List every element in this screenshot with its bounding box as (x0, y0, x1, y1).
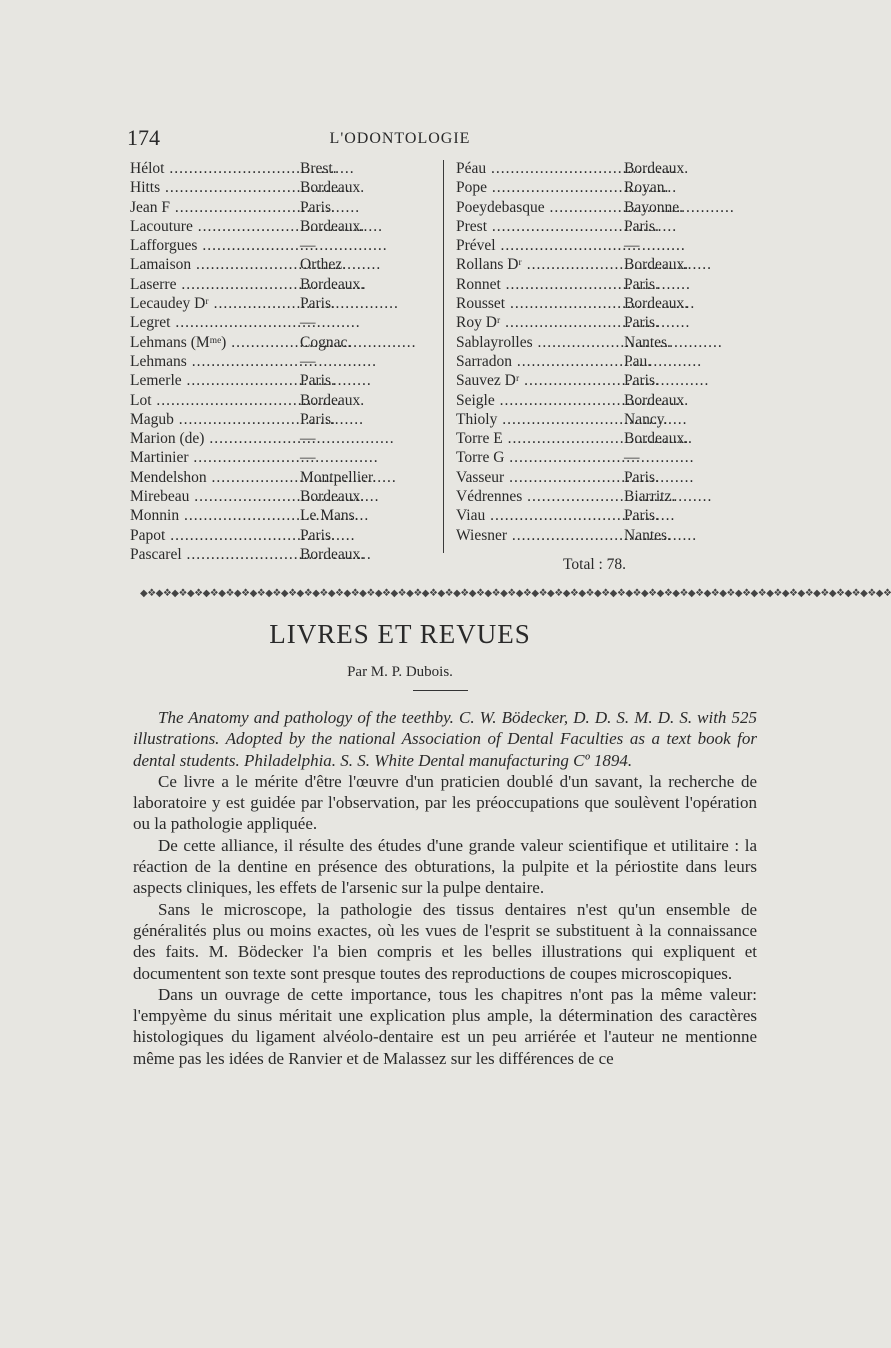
list-item (130, 410, 376, 429)
member-city: — (624, 449, 640, 467)
member-city: Bordeaux. (300, 488, 365, 506)
member-city: Nantes. (624, 333, 671, 351)
member-city: Paris. (300, 526, 335, 544)
list-item (130, 352, 376, 371)
list-item (456, 487, 688, 506)
member-name: Monnin ..... (130, 506, 300, 525)
list-item (456, 371, 688, 390)
title-rule (413, 690, 468, 691)
list-item (456, 255, 688, 274)
member-name: Papot ..... (130, 526, 300, 545)
paragraph: Dans un ouvrage de cette importance, tous les chapitres n'ont pas la même valeur: l'empyème du sinus méritait une explication plus ample, la détermination des caractères histologiques du ligament alvéolo-dentaire est un peu arriérée et l'auteur ne mentionne même pas les idées de Ranvier et de Malassez sur les différences de ce (133, 984, 757, 1068)
member-name: Mirebeau ..... (130, 487, 300, 506)
member-name: Poeydebasque ..... (456, 198, 624, 217)
paragraph: De cette alliance, il résulte des études d'une grande valeur scientifique et utilitaire : la réaction de la dentine en présence des obturations, la pulpite et la périostite dans leurs aspects cliniques, les effets de l'arsenic sur la pulpe dentaire. (133, 835, 757, 898)
member-city: — (300, 352, 316, 370)
list-item (130, 217, 376, 236)
list-item (456, 275, 688, 294)
member-city: Paris. (300, 410, 335, 428)
member-city: Nantes. (624, 526, 671, 544)
member-city: Paris. (624, 217, 659, 235)
member-name: Lot ..... (130, 391, 300, 410)
member-city: Paris. (300, 198, 335, 216)
list-item (456, 410, 688, 429)
book-reference: The Anatomy and pathology of the teethby. C. W. Bödecker, D. D. S. M. D. S. with 525 illustrations. Adopted by the national Association of Dental Faculties as a text book for dental students. Philadelphia. S. S. White Dental manufacturing Cº 1894. (133, 708, 757, 770)
list-item (130, 198, 376, 217)
member-name: Sarradon ..... (456, 352, 624, 371)
list-item (456, 313, 688, 332)
member-city: — (300, 314, 316, 332)
member-city: Bordeaux. (300, 391, 365, 409)
member-name: Laserre ..... (130, 275, 300, 294)
member-name: Legret ..... (130, 313, 300, 332)
list-item (456, 159, 688, 178)
list-item (130, 313, 376, 332)
member-city: Bordeaux. (624, 391, 689, 409)
member-name: Pope ..... (456, 178, 624, 197)
member-name: Marion (de) ..... (130, 429, 300, 448)
list-item (130, 468, 376, 487)
member-city: Bordeaux. (624, 295, 689, 313)
member-city: Paris. (624, 275, 659, 293)
member-name: Torre G ..... (456, 448, 624, 467)
byline: Par M. P. Dubois. (347, 664, 453, 680)
list-item (130, 545, 376, 564)
member-city: Bayonne. (624, 198, 683, 216)
member-name: Lehmans ..... (130, 352, 300, 371)
member-name: Martinier ..... (130, 448, 300, 467)
member-city: Bordeaux. (300, 275, 365, 293)
page-number: 174 (127, 125, 160, 150)
member-city: Royan. (624, 179, 669, 197)
member-city: Bordeaux. (300, 179, 365, 197)
member-city: Bordeaux. (624, 430, 689, 448)
members-list-right (456, 159, 688, 545)
member-city: Paris. (300, 295, 335, 313)
member-name: Hitts ..... (130, 178, 300, 197)
member-name: Lemerle ..... (130, 371, 300, 390)
member-city: Paris. (624, 507, 659, 525)
list-item (130, 391, 376, 410)
member-city: Bordeaux. (624, 160, 689, 177)
member-name: Magub ..... (130, 410, 300, 429)
member-name: Hélot ..... (130, 159, 300, 178)
member-city: Paris. (624, 468, 659, 486)
member-city: Orthez. (300, 256, 347, 274)
member-name: Lamaison ..... (130, 255, 300, 274)
members-list-left (130, 159, 376, 564)
list-item (456, 178, 688, 197)
member-name: Lafforgues ..... (130, 236, 300, 255)
member-name: Wiesner ..... (456, 526, 624, 545)
member-name: Viau ..... (456, 506, 624, 525)
member-name: Védrennes ..... (456, 487, 624, 506)
list-item (130, 429, 376, 448)
member-city: Bordeaux. (300, 217, 365, 235)
member-name: Roy Dʳ ..... (456, 313, 624, 332)
member-city: Pau. (624, 352, 652, 370)
list-item (456, 448, 688, 467)
list-item (130, 371, 376, 390)
member-name: Péau ..... (456, 159, 624, 178)
list-item (130, 506, 376, 525)
list-item (130, 275, 376, 294)
list-item (456, 294, 688, 313)
list-item (130, 255, 376, 274)
list-item (456, 236, 688, 255)
ornamental-rule: ◆❖◆❖◆❖◆❖◆❖◆❖◆❖◆❖◆❖◆❖◆❖◆❖◆❖◆❖◆❖◆❖◆❖◆❖◆❖◆❖◆❖◆❖◆❖◆❖◆❖◆❖◆❖◆❖◆❖◆❖◆❖◆❖◆❖◆❖◆❖◆❖◆❖◆❖◆❖◆❖◆❖◆❖◆❖◆❖◆❖◆❖◆❖◆❖ (140, 588, 891, 599)
total-count: Total : 78. (563, 556, 627, 573)
list-item (456, 526, 688, 545)
list-item (456, 333, 688, 352)
list-item (456, 429, 688, 448)
list-item (130, 487, 376, 506)
member-name: Lacouture ..... (130, 217, 300, 236)
paragraph: Sans le microscope, la pathologie des tissus dentaires n'est qu'un ensemble de généralités plus ou moins exactes, où les vues de l'esprit se substituent à la connaissance des faits. M. Bödecker l'a bien compris et les belles illustrations qui expliquent et documentent son texte sont presque toutes des reproductions de coupes microscopiques. (133, 899, 757, 983)
list-item (130, 526, 376, 545)
running-head: L'ODONTOLOGIE (329, 130, 471, 147)
list-item (456, 468, 688, 487)
member-name: Vasseur ..... (456, 468, 624, 487)
member-city: Cognac. (300, 333, 352, 351)
member-name: Thioly ..... (456, 410, 624, 429)
column-divider (443, 160, 444, 553)
member-city: — (300, 237, 316, 255)
member-name: Rollans Dʳ ..... (456, 255, 624, 274)
member-city: Bordeaux. (300, 545, 365, 563)
section-title: LIVRES ET REVUES (269, 619, 531, 649)
member-city: Le Mans. (300, 507, 359, 525)
list-item (456, 198, 688, 217)
list-item (456, 352, 688, 371)
member-city: Paris. (624, 372, 659, 390)
member-name: Rousset ..... (456, 294, 624, 313)
member-name: Prével ..... (456, 236, 624, 255)
list-item (456, 391, 688, 410)
member-name: Sauvez Dʳ ..... (456, 371, 624, 390)
list-item (130, 448, 376, 467)
member-city: Bordeaux. (624, 256, 689, 274)
member-city: Paris. (624, 314, 659, 332)
member-city: — (300, 430, 316, 448)
member-name: Seigle ..... (456, 391, 624, 410)
member-city: Nancy. (624, 410, 668, 428)
member-name: Sablayrolles ..... (456, 333, 624, 352)
member-name: Jean F ..... (130, 198, 300, 217)
list-item (456, 506, 688, 525)
list-item (130, 159, 376, 178)
member-city: Brest. (300, 160, 337, 177)
member-city: Paris. (300, 372, 335, 390)
member-name: Pascarel ..... (130, 545, 300, 564)
member-city: — (624, 237, 640, 255)
member-name: Mendelshon ..... (130, 468, 300, 487)
list-item (130, 178, 376, 197)
member-name: Lehmans (Mᵐᵉ) ..... (130, 333, 300, 352)
member-city: Montpellier. (300, 468, 377, 486)
list-item (456, 217, 688, 236)
member-city: — (300, 449, 316, 467)
member-city: Biarritz. (624, 488, 676, 506)
member-name: Ronnet ..... (456, 275, 624, 294)
member-name: Torre E ..... (456, 429, 624, 448)
paragraph: Ce livre a le mérite d'être l'œuvre d'un praticien doublé d'un savant, la recherche de laboratoire y est guidée par l'observation, par les préoccupations que soulèvent l'opération ou la pathologie appliquée. (133, 771, 757, 834)
member-name: Lecaudey Dʳ ..... (130, 294, 300, 313)
list-item (130, 333, 376, 352)
review-body (133, 707, 757, 1069)
member-name: Prest ..... (456, 217, 624, 236)
list-item (130, 294, 376, 313)
list-item (130, 236, 376, 255)
